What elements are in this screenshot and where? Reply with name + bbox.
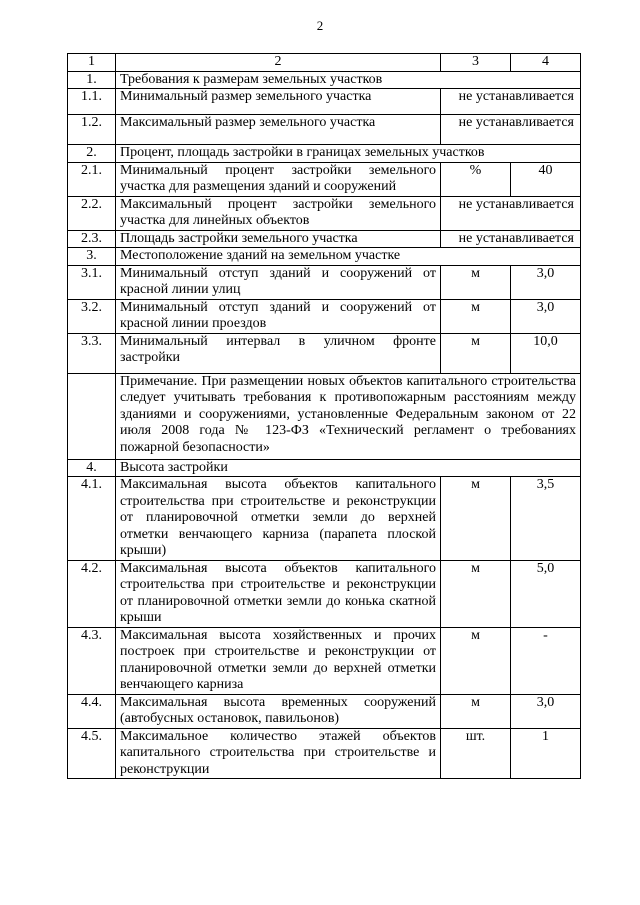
requirement-value: не устанавливается xyxy=(441,196,581,230)
row-number: 3.1. xyxy=(68,265,116,299)
requirement-text: Максимальное количество этажей объектов капитального строительства при строительстве и реконструкции xyxy=(116,728,441,779)
table-row xyxy=(68,694,581,728)
table-row xyxy=(68,560,581,627)
value-cell: - xyxy=(511,627,581,694)
section-row xyxy=(68,145,581,163)
unit-cell: шт. xyxy=(441,728,511,779)
header-cell-2: 2 xyxy=(116,54,441,72)
section-row xyxy=(68,71,581,89)
header-cell-1: 1 xyxy=(68,54,116,72)
unit-cell: м xyxy=(441,627,511,694)
row-number: 4.4. xyxy=(68,694,116,728)
row-number: 1. xyxy=(68,71,116,89)
row-number: 4.2. xyxy=(68,560,116,627)
unit-cell: % xyxy=(441,162,511,196)
table-row xyxy=(68,230,581,248)
table-row xyxy=(68,89,581,115)
header-cell-3: 3 xyxy=(441,54,511,72)
row-number: 3. xyxy=(68,248,116,266)
value-cell: 3,0 xyxy=(511,265,581,299)
section-row xyxy=(68,459,581,477)
row-number: 2.3. xyxy=(68,230,116,248)
section-title: Местоположение зданий на земельном участке xyxy=(116,248,581,266)
row-number: 3.2. xyxy=(68,299,116,333)
section-title: Требования к размерам земельных участков xyxy=(116,71,581,89)
unit-cell: м xyxy=(441,694,511,728)
value-cell: 5,0 xyxy=(511,560,581,627)
unit-cell: м xyxy=(441,477,511,561)
row-number: 4.3. xyxy=(68,627,116,694)
row-number: 4.1. xyxy=(68,477,116,561)
note-row xyxy=(68,373,581,459)
value-cell: 1 xyxy=(511,728,581,779)
value-cell: 10,0 xyxy=(511,333,581,373)
header-row xyxy=(68,54,581,72)
requirement-text: Максимальная высота хозяйственных и прочих построек при строительстве и реконструкции от планировочной отметки земли до верхней отметки венчающего карниза xyxy=(116,627,441,694)
requirement-text: Минимальный интервал в уличном фронте застройки xyxy=(116,333,441,373)
unit-cell: м xyxy=(441,560,511,627)
requirement-text: Максимальный процент застройки земельного участка для линейных объектов xyxy=(116,196,441,230)
requirement-text: Минимальный отступ зданий и сооружений от красной линии проездов xyxy=(116,299,441,333)
table-row xyxy=(68,728,581,779)
table-row xyxy=(68,196,581,230)
value-cell: 3,0 xyxy=(511,694,581,728)
unit-cell: м xyxy=(441,333,511,373)
requirement-text: Площадь застройки земельного участка xyxy=(116,230,441,248)
requirement-value: не устанавливается xyxy=(441,230,581,248)
row-number: 2. xyxy=(68,145,116,163)
note-text: Примечание. При размещении новых объектов капитального строительства следует учитывать требования к противопожарным расстояниям между зданиями и сооружениями, установленные Федеральным законом от 22 июля 2008 года № 123-ФЗ «Технический регламент о требованиях пожарной безопасности» xyxy=(116,373,581,459)
section-title: Высота застройки xyxy=(116,459,581,477)
unit-cell: м xyxy=(441,265,511,299)
row-number xyxy=(68,373,116,459)
requirement-text: Минимальный процент застройки земельного участка для размещения зданий и сооружений xyxy=(116,162,441,196)
requirement-value: не устанавливается xyxy=(441,115,581,145)
requirement-text: Максимальный размер земельного участка xyxy=(116,115,441,145)
row-number: 1.1. xyxy=(68,89,116,115)
requirement-text: Максимальная высота объектов капитального строительства при строительстве и реконструкции от планировочной отметки земли до конька скатной крыши xyxy=(116,560,441,627)
section-title: Процент, площадь застройки в границах земельных участков xyxy=(116,145,581,163)
value-cell: 3,0 xyxy=(511,299,581,333)
regulations-table xyxy=(67,53,581,779)
table-row xyxy=(68,265,581,299)
row-number: 2.2. xyxy=(68,196,116,230)
table-row xyxy=(68,115,581,145)
table-row xyxy=(68,299,581,333)
row-number: 1.2. xyxy=(68,115,116,145)
requirement-text: Максимальная высота объектов капитального строительства при строительстве и реконструкции от планировочной отметки земли до верхней отметки венчающего карниза (парапета плоской крыши) xyxy=(116,477,441,561)
requirement-text: Минимальный отступ зданий и сооружений от красной линии улиц xyxy=(116,265,441,299)
value-cell: 3,5 xyxy=(511,477,581,561)
value-cell: 40 xyxy=(511,162,581,196)
header-cell-4: 4 xyxy=(511,54,581,72)
row-number: 3.3. xyxy=(68,333,116,373)
table-row xyxy=(68,333,581,373)
requirement-text: Минимальный размер земельного участка xyxy=(116,89,441,115)
row-number: 2.1. xyxy=(68,162,116,196)
requirement-text: Максимальная высота временных сооружений (автобусных остановок, павильонов) xyxy=(116,694,441,728)
table-row xyxy=(68,627,581,694)
section-row xyxy=(68,248,581,266)
row-number: 4.5. xyxy=(68,728,116,779)
table-row xyxy=(68,162,581,196)
page-number: 2 xyxy=(316,18,324,33)
table-row xyxy=(68,477,581,561)
requirement-value: не устанавливается xyxy=(441,89,581,115)
unit-cell: м xyxy=(441,299,511,333)
row-number: 4. xyxy=(68,459,116,477)
